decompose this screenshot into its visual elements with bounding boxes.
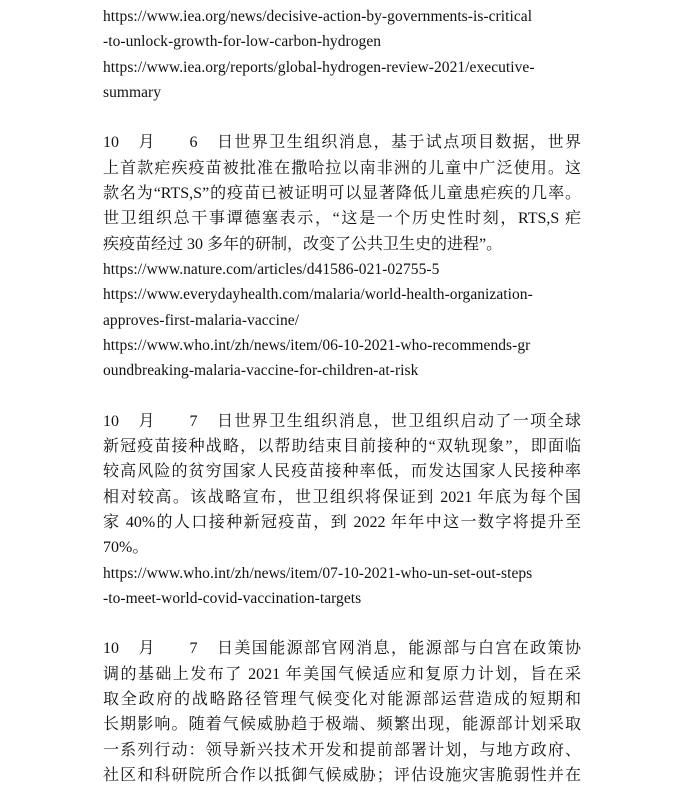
entry-text-line: 相对较高。该战略宣布，世卫组织将保证到 2021 年底为每个国 (103, 488, 581, 506)
entry-text-line: 取全政府的战略路径管理气候变化对能源部运营造成的短期和 (103, 691, 581, 709)
entry-oct-7-energy-climate-plan (103, 636, 581, 788)
link-line[interactable]: summary (103, 83, 162, 101)
entry-oct-7-covid-vaccination (103, 409, 581, 611)
link-line[interactable]: https://www.nature.com/articles/d41586-021-02755-5 (103, 260, 440, 278)
document-page (103, 4, 581, 788)
intro-links (103, 4, 581, 105)
link-line[interactable]: https://www.iea.org/reports/global-hydrogen-review-2021/executive- (103, 58, 535, 76)
entry-first-line (103, 130, 581, 155)
link-line[interactable]: -to-meet-world-covid-vaccination-targets (103, 589, 362, 607)
entry-text-line: 款名为“RTS,S”的疫苗已被证明可以显著降低儿童患疟疾的几率。 (103, 185, 581, 203)
entry-first-line (103, 409, 581, 434)
link-line[interactable]: https://www.who.int/zh/news/item/06-10-2021-who-recommends-gr (103, 336, 531, 354)
paragraph-gap (103, 611, 581, 636)
entry-text-line: 世卫组织总干事谭德塞表示，“这是一个历史性时刻，RTS,S 疟 (103, 210, 581, 228)
link-line[interactable]: approves-first-malaria-vaccine/ (103, 311, 300, 329)
entry-date: 10 月 7 日 (103, 640, 233, 658)
entry-text-line: 家 40%的人口接种新冠疫苗，到 2022 年年中这一数字将提升至 (103, 513, 581, 531)
entry-text-line: 新冠疫苗接种战略，以帮助结束目前接种的“双轨现象”，即面临 (103, 438, 581, 456)
entry-text-line: 上首款疟疾疫苗被批准在撒哈拉以南非洲的儿童中广泛使用。这 (103, 159, 581, 177)
entry-text-line: 调的基础上发布了 2021 年美国气候适应和复原力计划，旨在采 (103, 665, 581, 683)
entry-text-line: 社区和科研院所合作以抵御气候威胁；评估设施灾害脆弱性并在 (103, 766, 581, 784)
entry-text-line: 一系列行动：领导新兴技术开发和提前部署计划，与地方政府、 (103, 741, 581, 759)
link-line[interactable]: -to-unlock-growth-for-low-carbon-hydrogen (103, 33, 382, 51)
paragraph-gap (103, 383, 581, 408)
link-line[interactable]: https://www.who.int/zh/news/item/07-10-2021-who-un-set-out-steps (103, 564, 533, 582)
entry-date: 10 月 6 日 (103, 134, 233, 152)
paragraph-gap (103, 105, 581, 130)
entry-oct-6-malaria-vaccine (103, 130, 581, 383)
entry-date: 10 月 7 日 (103, 412, 233, 430)
link-line[interactable]: oundbreaking-malaria-vaccine-for-children-at-risk (103, 362, 419, 380)
entry-text: 美国能源部官网消息，能源部与白宫在政策协 (233, 640, 581, 658)
entry-text-line: 较高风险的贫穷国家人民疫苗接种率低，而发达国家人民接种率 (103, 463, 581, 481)
entry-text-line: 疾疫苗经过 30 多年的研制，改变了公共卫生史的进程”。 (103, 235, 503, 253)
entry-text: 世界卫生组织消息，基于试点项目数据，世界 (233, 134, 581, 152)
entry-text-line: 长期影响。随着气候威胁趋于极端、频繁出现，能源部计划采取 (103, 716, 581, 734)
entry-text-line: 70%。 (103, 539, 149, 557)
link-line[interactable]: https://www.iea.org/news/decisive-action-by-governments-is-critical (103, 8, 533, 25)
link-line[interactable]: https://www.everydayhealth.com/malaria/world-health-organization- (103, 286, 533, 304)
entry-text: 世界卫生组织消息，世卫组织启动了一项全球 (233, 412, 581, 430)
entry-first-line (103, 636, 581, 661)
